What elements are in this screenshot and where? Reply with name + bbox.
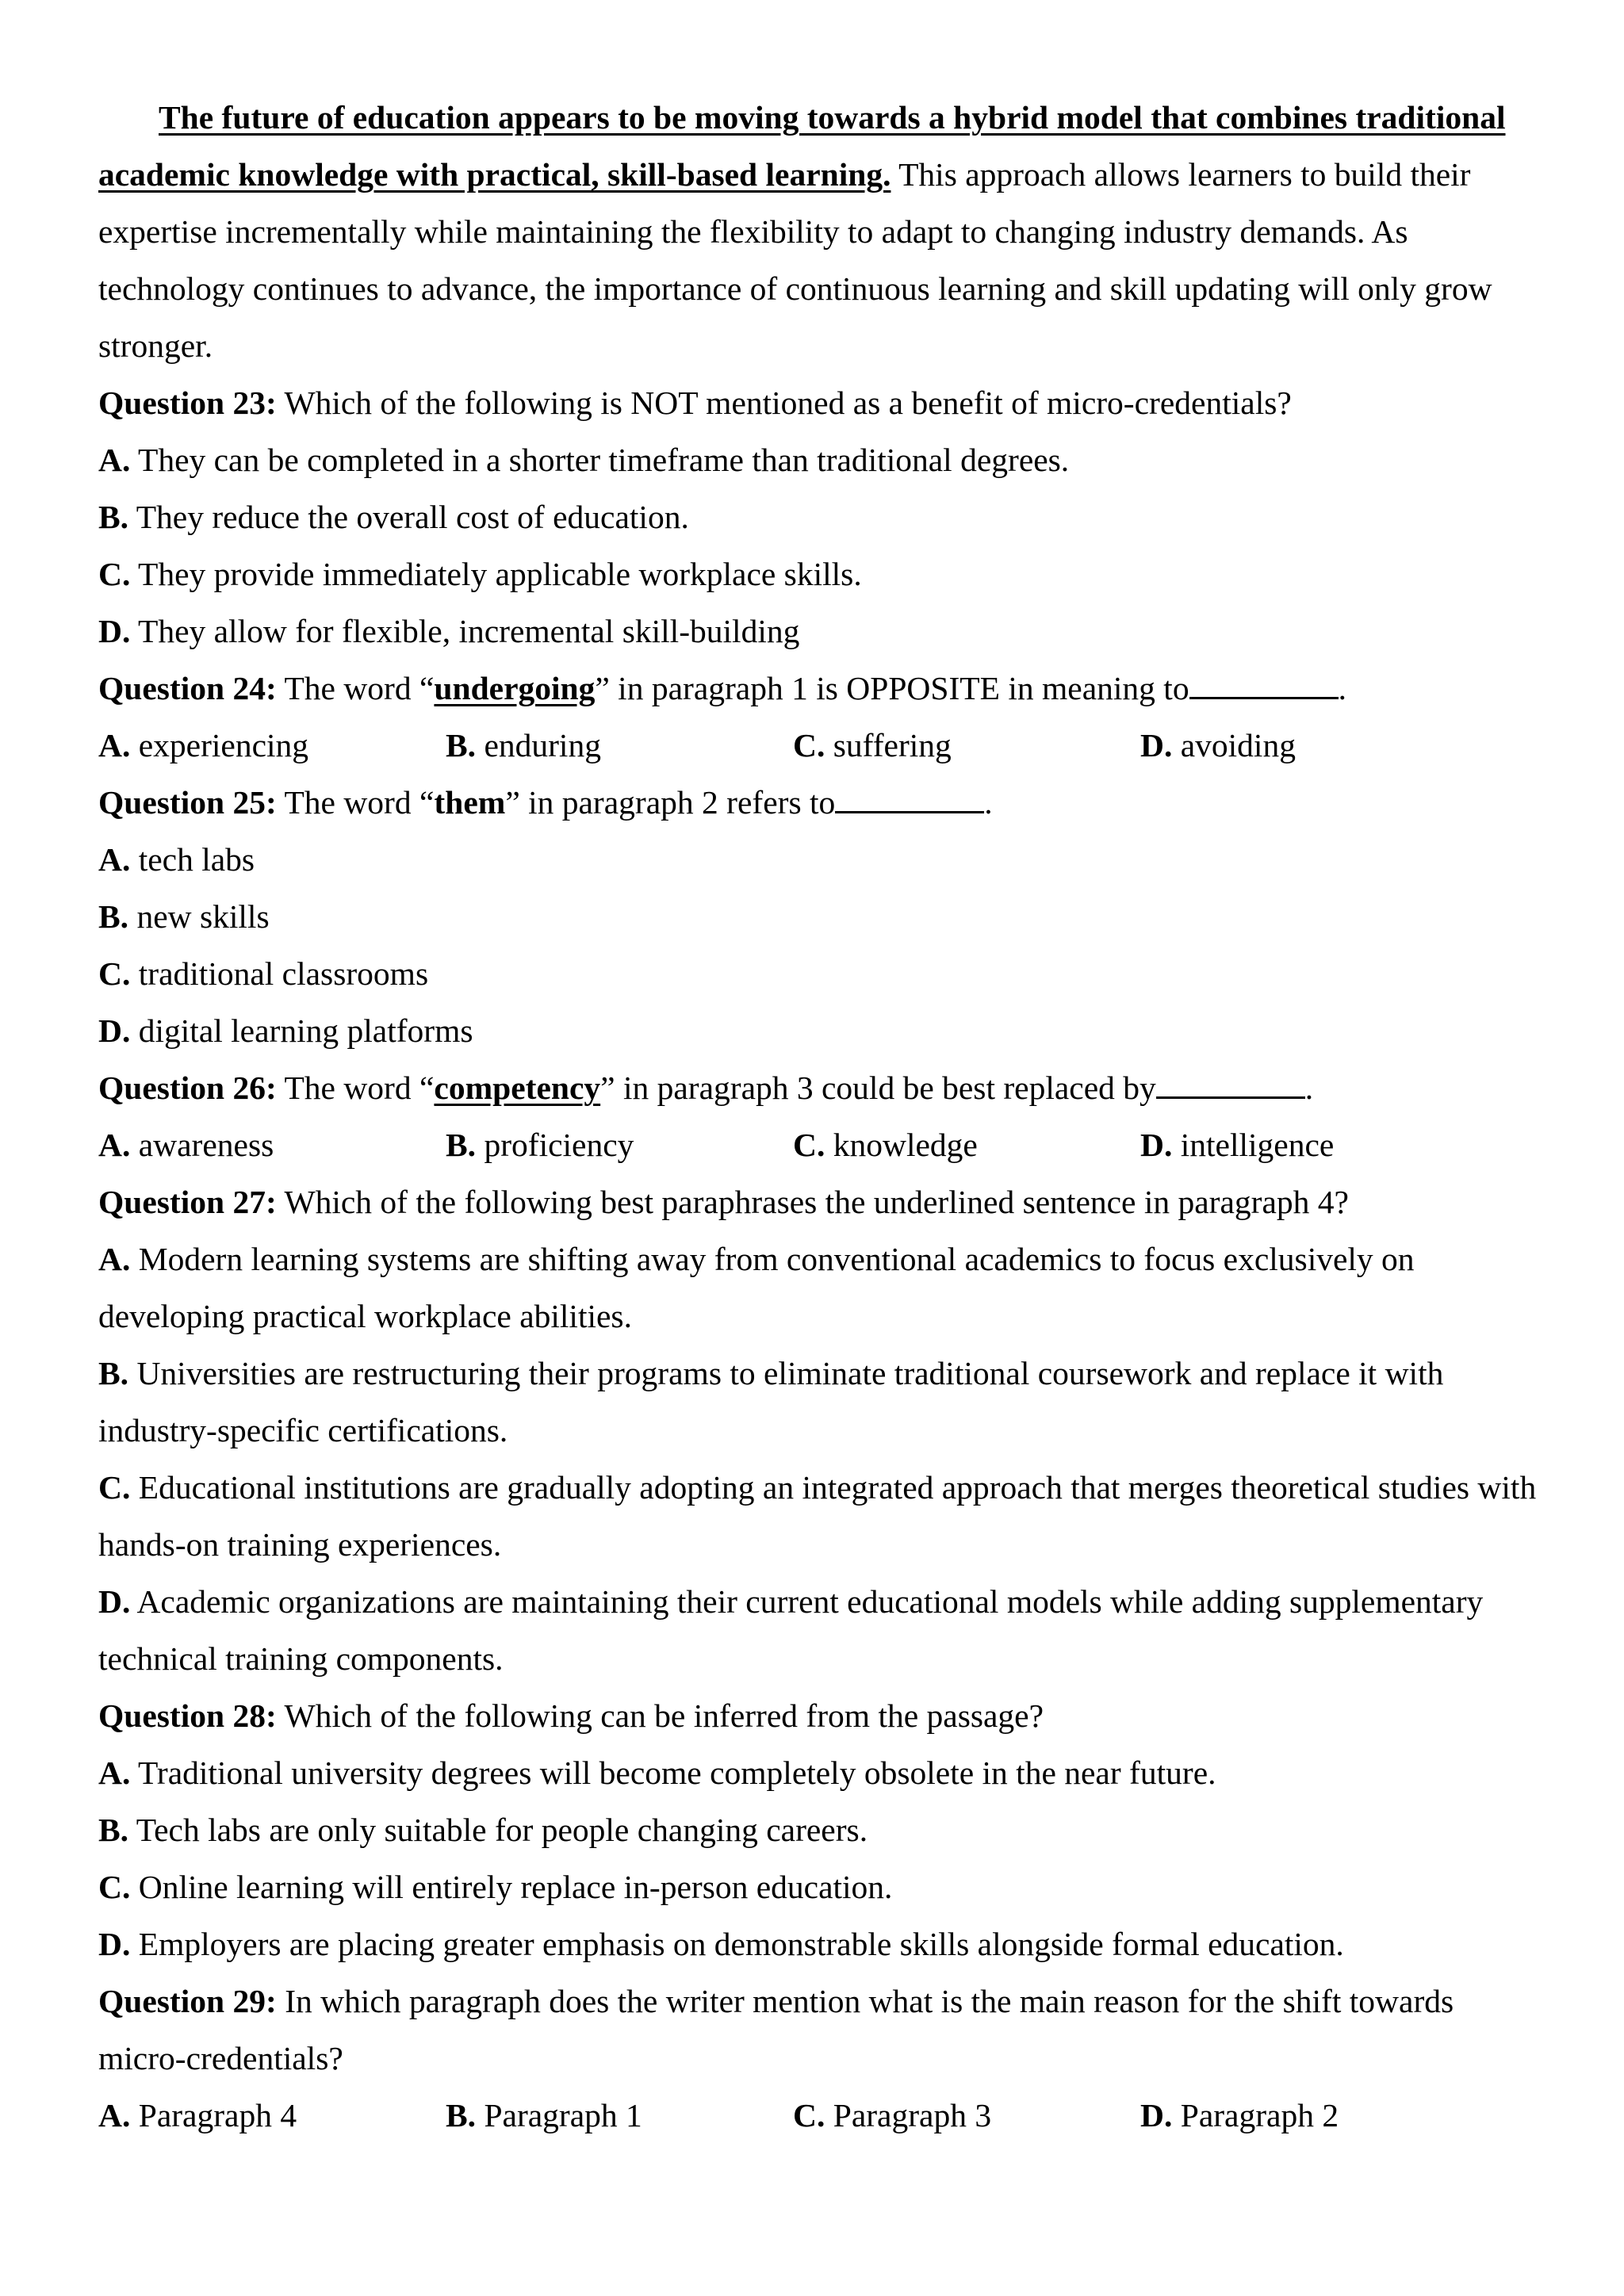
passage-text: This approach allows learners to build their expertise incrementally while maintaining the flexibility to adapt to changing industry demands. As technology continues to advance, the importance of continuous learning and skill updating will only grow stronger. xyxy=(98,156,1492,364)
question-label: Question 27: xyxy=(98,1184,277,1220)
question-label: Question 28: xyxy=(98,1697,277,1734)
option-letter: A. xyxy=(98,442,131,478)
option-text: They reduce the overall cost of education. xyxy=(128,499,689,535)
option-d xyxy=(98,1002,1549,1059)
option-letter: C. xyxy=(98,1869,131,1905)
option-letter: C. xyxy=(793,2097,825,2133)
option-b xyxy=(98,488,1549,545)
options-row xyxy=(98,1116,1549,1173)
question-27 xyxy=(98,1173,1549,1230)
option-text: new skills xyxy=(128,898,270,935)
option-letter: A. xyxy=(98,2097,131,2133)
option-text: Traditional university degrees will become completely obsolete in the near future. xyxy=(130,1755,1216,1791)
target-word: undergoing xyxy=(434,670,596,706)
option-letter: C. xyxy=(793,727,825,763)
option-letter: D. xyxy=(1140,727,1173,763)
option-text: Educational institutions are gradually adopting an integrated approach that merges theoretical studies with hands-on training experiences. xyxy=(98,1469,1537,1563)
option-text: Tech labs are only suitable for people changing careers. xyxy=(128,1812,868,1848)
option-letter: B. xyxy=(98,1355,129,1391)
option-letter: B. xyxy=(98,898,129,935)
question-24 xyxy=(98,660,1549,717)
option-text: knowledge xyxy=(825,1127,978,1163)
option-text: Academic organizations are maintaining their current educational models while adding supplementary technical training components. xyxy=(98,1583,1484,1677)
option-text: Paragraph 3 xyxy=(825,2097,992,2133)
question-text: ” in paragraph 1 is OPPOSITE in meaning to xyxy=(595,670,1189,706)
option-d xyxy=(98,603,1549,660)
question-text: In which paragraph does the writer mention what is the main reason for the shift towards micro-credentials? xyxy=(98,1983,1454,2076)
option-text: Modern learning systems are shifting away from conventional academics to focus exclusively on developing practical workplace abilities. xyxy=(98,1241,1415,1334)
option-d xyxy=(1140,1116,1549,1173)
question-26 xyxy=(98,1059,1549,1116)
option-c xyxy=(793,717,1140,774)
option-a xyxy=(98,1230,1549,1345)
option-letter: C. xyxy=(98,556,131,592)
option-letter: B. xyxy=(446,2097,477,2133)
option-letter: D. xyxy=(1140,1127,1173,1163)
options-row xyxy=(98,717,1549,774)
option-text: traditional classrooms xyxy=(130,955,429,992)
option-text: Paragraph 2 xyxy=(1172,2097,1339,2133)
option-letter: D. xyxy=(98,1583,131,1620)
option-text: digital learning platforms xyxy=(130,1012,473,1049)
option-text: suffering xyxy=(825,727,952,763)
option-letter: A. xyxy=(98,1241,131,1277)
option-text: They provide immediately applicable workplace skills. xyxy=(130,556,862,592)
question-28 xyxy=(98,1687,1549,1744)
option-letter: D. xyxy=(98,1012,131,1049)
question-text: Which of the following can be inferred from the passage? xyxy=(276,1697,1044,1734)
question-25 xyxy=(98,774,1549,831)
question-text: ” in paragraph 2 refers to xyxy=(505,784,836,821)
option-b xyxy=(446,2087,793,2144)
option-text: tech labs xyxy=(130,841,255,878)
question-text: The word “ xyxy=(276,1070,435,1106)
option-letter: C. xyxy=(98,1469,131,1506)
option-b xyxy=(98,1801,1549,1858)
option-d xyxy=(98,1573,1549,1687)
option-letter: B. xyxy=(98,1812,129,1848)
option-letter: D. xyxy=(1140,2097,1173,2133)
target-word: them xyxy=(434,784,506,821)
answer-blank xyxy=(1156,1070,1305,1099)
question-end: . xyxy=(984,784,993,821)
option-b xyxy=(446,717,793,774)
option-text: Employers are placing greater emphasis on demonstrable skills alongside formal education. xyxy=(130,1926,1344,1962)
option-text: awareness xyxy=(130,1127,274,1163)
option-letter: A. xyxy=(98,727,131,763)
question-label: Question 29: xyxy=(98,1983,277,2019)
option-c xyxy=(98,1459,1549,1573)
option-letter: C. xyxy=(98,955,131,992)
option-text: They allow for flexible, incremental skill-building xyxy=(130,613,800,649)
option-a xyxy=(98,2087,446,2144)
question-text: The word “ xyxy=(276,670,435,706)
option-c xyxy=(793,1116,1140,1173)
option-b xyxy=(98,888,1549,945)
option-letter: D. xyxy=(98,613,131,649)
question-text: ” in paragraph 3 could be best replaced by xyxy=(600,1070,1156,1106)
option-a xyxy=(98,831,1549,888)
option-d xyxy=(1140,717,1549,774)
option-text: avoiding xyxy=(1172,727,1296,763)
passage-paragraph xyxy=(98,89,1549,374)
question-23 xyxy=(98,374,1549,431)
option-text: experiencing xyxy=(130,727,309,763)
question-text: Which of the following best paraphrases the underlined sentence in paragraph 4? xyxy=(276,1184,1349,1220)
option-letter: A. xyxy=(98,1755,131,1791)
option-letter: B. xyxy=(98,499,129,535)
option-text: proficiency xyxy=(476,1127,634,1163)
option-d xyxy=(1140,2087,1549,2144)
question-text: Which of the following is NOT mentioned as a benefit of micro-credentials? xyxy=(276,385,1292,421)
option-letter: D. xyxy=(98,1926,131,1962)
question-label: Question 24: xyxy=(98,670,277,706)
answer-blank xyxy=(835,784,984,813)
option-a xyxy=(98,1116,446,1173)
option-d xyxy=(98,1915,1549,1973)
option-text: Paragraph 4 xyxy=(130,2097,297,2133)
option-letter: A. xyxy=(98,1127,131,1163)
option-c xyxy=(98,1858,1549,1915)
option-text: intelligence xyxy=(1172,1127,1335,1163)
option-letter: C. xyxy=(793,1127,825,1163)
option-letter: B. xyxy=(446,1127,477,1163)
option-c xyxy=(98,945,1549,1002)
question-label: Question 26: xyxy=(98,1070,277,1106)
question-label: Question 23: xyxy=(98,385,277,421)
question-text: The word “ xyxy=(276,784,435,821)
option-b xyxy=(98,1345,1549,1459)
option-text: Paragraph 1 xyxy=(476,2097,642,2133)
option-text: They can be completed in a shorter timeframe than traditional degrees. xyxy=(130,442,1070,478)
question-label: Question 25: xyxy=(98,784,277,821)
question-end: . xyxy=(1304,1070,1314,1106)
underlined-sentence: The future of education appears to be moving towards a hybrid model that combines traditional academic knowledge with practical, skill-based learning. xyxy=(98,99,1506,193)
question-29 xyxy=(98,1973,1549,2087)
option-letter: A. xyxy=(98,841,131,878)
option-letter: B. xyxy=(446,727,477,763)
question-end: . xyxy=(1338,670,1346,706)
answer-blank xyxy=(1189,670,1339,699)
target-word: competency xyxy=(434,1070,601,1106)
option-a xyxy=(98,1744,1549,1801)
option-text: Online learning will entirely replace in-person education. xyxy=(130,1869,893,1905)
option-text: enduring xyxy=(476,727,601,763)
option-c xyxy=(98,545,1549,603)
option-c xyxy=(793,2087,1140,2144)
option-a xyxy=(98,431,1549,488)
option-text: Universities are restructuring their programs to eliminate traditional coursework and replace it with industry-specific certifications. xyxy=(98,1355,1444,1448)
option-b xyxy=(446,1116,793,1173)
options-row xyxy=(98,2087,1549,2144)
option-a xyxy=(98,717,446,774)
